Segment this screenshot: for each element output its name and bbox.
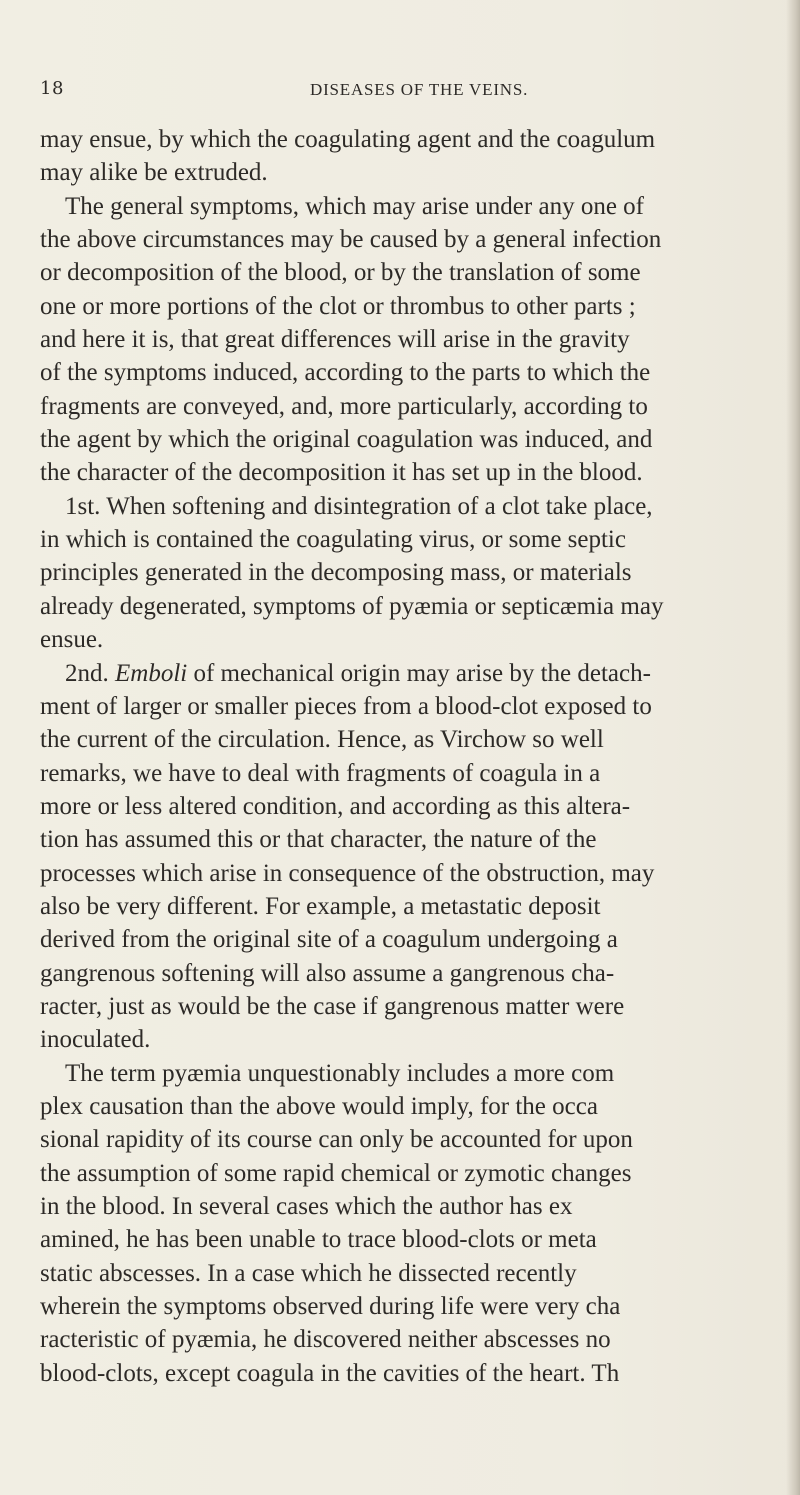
text-line: tion has assumed this or that character, the nature of the bbox=[40, 826, 597, 854]
text-line: already degenerated, symptoms of pyæmia or septicæmia may bbox=[40, 592, 664, 620]
text-line bbox=[40, 657, 800, 690]
text-line: of the symptoms induced, according to the parts to which the bbox=[40, 359, 651, 387]
text-line: principles generated in the decomposing mass, or materials bbox=[40, 559, 632, 587]
text-line: in which is contained the coagulating virus, or some septic bbox=[40, 526, 626, 554]
page-number: 18 bbox=[40, 78, 64, 99]
running-head bbox=[40, 70, 790, 104]
text-line: sional rapidity of its course can only be accounted for upon bbox=[40, 1126, 633, 1154]
text-line: inoculated. bbox=[40, 1026, 151, 1054]
text-line: the agent by which the original coagulation was induced, and bbox=[40, 426, 653, 454]
text-line: also be very different. For example, a metastatic deposit bbox=[40, 892, 601, 920]
text-line: static abscesses. In a case which he dissected recently bbox=[40, 1259, 577, 1287]
text-line: processes which arise in consequence of the obstruction, may bbox=[40, 859, 655, 887]
text-line: derived from the original site of a coagulum undergoing a bbox=[40, 926, 618, 954]
text-line: more or less altered condition, and according as this altera- bbox=[40, 792, 631, 820]
text-line: fragments are conveyed, and, more particularly, according to bbox=[40, 392, 648, 420]
text-line-continuation: of mechanical origin may arise by the detach- bbox=[187, 659, 651, 687]
text-line: The general symptoms, which may arise under any one of bbox=[65, 192, 644, 220]
text-line: racteristic of pyæmia, he discovered neither abscesses no bbox=[40, 1326, 611, 1354]
text-line: ment of larger or smaller pieces from a blood-clot exposed to bbox=[40, 692, 652, 720]
text-line: remarks, we have to deal with fragments of coagula in a bbox=[40, 759, 601, 787]
text-line: in the blood. In several cases which the author has ex bbox=[40, 1193, 573, 1220]
text-line: wherein the symptoms observed during life were very cha bbox=[40, 1293, 621, 1321]
text-line: racter, just as would be the case if gangrenous matter were bbox=[40, 992, 625, 1020]
text-line: the above circumstances may be caused by a general infection bbox=[40, 226, 662, 254]
text-line: the assumption of some rapid chemical or zymotic changes bbox=[40, 1159, 632, 1187]
text-line: and here it is, that great differences will arise in the gravity bbox=[40, 326, 630, 354]
text-line: may ensue, by which the coagulating agent and the coagulum bbox=[40, 126, 656, 153]
text-line: one or more portions of the clot or thrombus to other parts ; bbox=[40, 292, 636, 320]
text-line: ensue. bbox=[40, 626, 104, 654]
text-line: blood-clots, except coagula in the cavities of the heart. Th bbox=[40, 1359, 620, 1387]
text-line: plex causation than the above would imply, for the occa bbox=[40, 1092, 598, 1120]
text-line: the current of the circulation. Hence, as Virchow so well bbox=[40, 726, 604, 754]
running-head-title: DISEASES OF THE VEINS. bbox=[310, 80, 529, 99]
body-text bbox=[40, 123, 800, 1390]
text-line: 1st. When softening and disintegration of a clot take place, bbox=[65, 492, 653, 520]
text-line: the character of the decomposition it has set up in the blood. bbox=[40, 459, 643, 487]
text-line: may alike be extruded. bbox=[40, 159, 268, 187]
emboli-term: Emboli bbox=[115, 659, 188, 687]
text-line: or decomposition of the blood, or by the translation of some bbox=[40, 259, 641, 287]
text-line-prefix: 2nd. bbox=[65, 659, 115, 687]
text-line: amined, he has been unable to trace blood-clots or meta bbox=[40, 1226, 597, 1254]
text-line: gangrenous softening will also assume a gangrenous cha- bbox=[40, 959, 615, 987]
text-line: The term pyæmia unquestionably includes a more com bbox=[65, 1059, 615, 1087]
